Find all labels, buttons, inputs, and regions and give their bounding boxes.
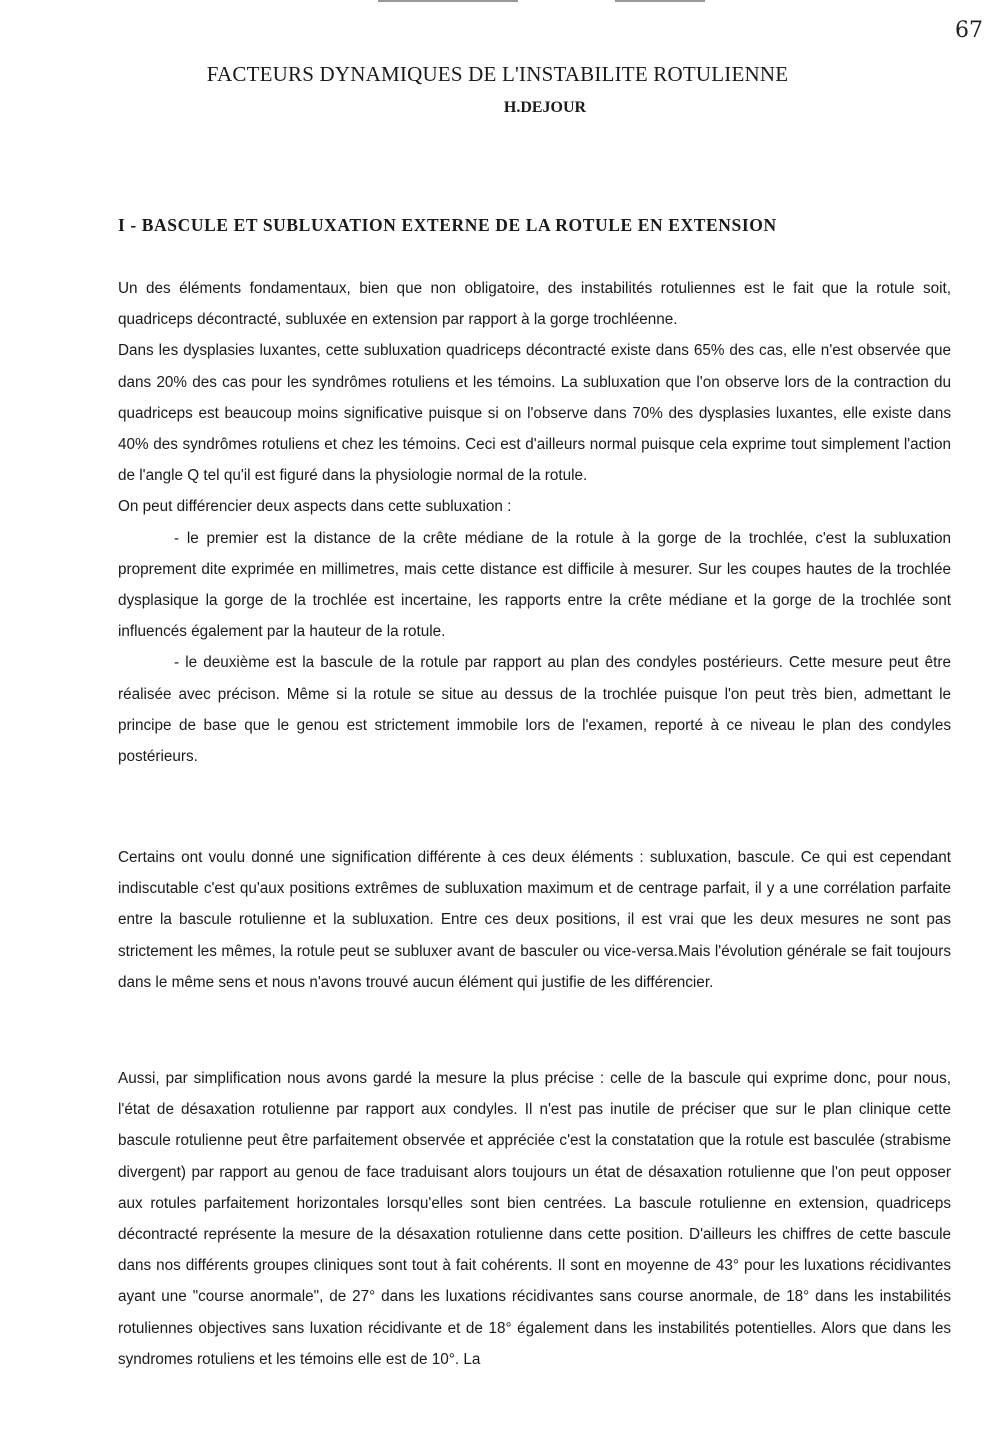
section-heading: I - BASCULE ET SUBLUXATION EXTERNE DE LA ROTULE EN EXTENSION [118,215,777,235]
text-block-bascule [118,1063,951,1375]
scan-artifact-line [615,0,705,2]
paragraph-2: Dans les dysplasies luxantes, cette subluxation quadriceps décontracté existe dans 65% des cas, elle n'est observée que dans 20% des cas pour les syndrômes rotuliens et les témoins. La subluxation que l'on observe lors de la contraction du quadriceps est beaucoup moins significative puisque si on l'observe dans 70% des dysplasies luxantes, elle existe dans 40% des syndrômes rotuliens et chez les témoins. Ceci est d'ailleurs normal puisque cela exprime tout simplement l'action de l'angle Q tel qu'il est figuré dans la physiologie normal de la rotule. [118,342,951,485]
paragraph-1: Un des éléments fondamentaux, bien que non obligatoire, des instabilités rotuliennes est le fait que la rotule soit, quadriceps décontracté, subluxée en extension par rapport à la gorge trochléenne. [118,280,951,329]
page-number: 67 [955,18,983,43]
paragraph-5: - le deuxième est la bascule de la rotule par rapport au plan des condyles postérieurs. Cette mesure peut être réalisée avec précison. Même si la rotule se situe au dessus de la trochlée puisque l'on peut très bien, admettant le principe de base que le genou est strictement immobile lors de l'examen, reporté à ce niveau le plan des condyles postérieurs. [118,654,951,766]
paragraph-3: On peut différencier deux aspects dans cette subluxation : [118,498,512,516]
paragraph-6: Certains ont voulu donné une signification différente à ces deux éléments : subluxation, bascule. Ce qui est cependant indiscutable c'est qu'aux positions extrêmes de subluxation maximum et de centrage parfait, il y a une corrélation parfaite entre la bascule rotulienne et la subluxation. Entre ces deux positions, il est vrai que les deux mesures ne sont pas strictement les mêmes, la rotule peut se subluxer avant de basculer ou vice-versa.Mais l'évolution générale se fait toujours dans le même sens et nous n'avons trouvé aucun élément qui justifie de les différencier. [118,849,951,991]
document-title: FACTEURS DYNAMIQUES DE L'INSTABILITE ROTULIENNE [206,62,789,86]
paragraph-7: Aussi, par simplification nous avons gardé la mesure la plus précise : celle de la bascule qui exprime donc, pour nous, l'état de désaxation rotulienne par rapport aux condyles. Il n'est pas inutile de préciser que sur le plan clinique cette bascule rotulienne peut être parfaitement observée et appréciée c'est la constatation que la rotule est basculée (strabisme divergent) par rapport au genou de face traduisant alors toujours un état de désaxation rotulienne que l'on peut opposer aux rotules parfaitement horizontales lorsqu'elles sont bien centrées. La bascule rotulienne en extension, quadriceps décontracté représente la mesure de la désaxation rotulienne dans cette position. D'ailleurs les chiffres de cette bascule dans nos différents groupes cliniques sont tout à fait cohérents. Il sont en moyenne de 43° pour les luxations récidivantes ayant une "course anormale", de 27° dans les luxations récidivantes sans course anormale, de 18° dans les instabilités rotuliennes objectives sans luxation récidivante et de 18° également dans les instabilités potentielles. Alors que dans les syndromes rotuliens et les témoins elle est de 10°. La [118,1070,951,1368]
scan-artifact-line [378,0,518,2]
text-block-subluxation [118,273,951,772]
paragraph-4: - le premier est la distance de la crête médiane de la rotule à la gorge de la trochlée, c'est la subluxation proprement dite exprimée en millimetres, mais cette distance est difficile à mesurer. Sur les coupes hautes de la trochlée dysplasique la gorge de la trochlée est incertaine, les rapports entre la crête médiane et la gorge de la trochlée sont influencés également par la hauteur de la rotule. [118,529,951,641]
document-author: H.DEJOUR [503,99,587,116]
text-block-correlation [118,842,951,998]
